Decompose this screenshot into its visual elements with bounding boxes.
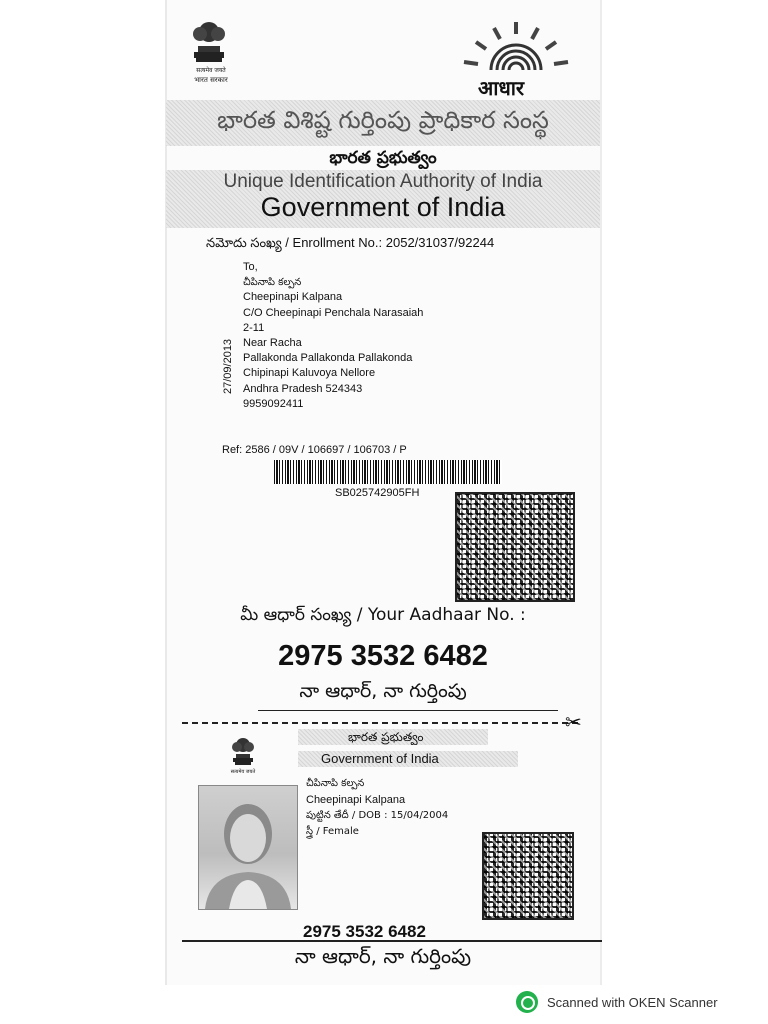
address-line: To, [243, 261, 258, 273]
holder-photo [198, 785, 298, 910]
aadhaar-number-label: మీ ఆధార్ సంఖ్య / Your Aadhaar No. : [240, 605, 526, 625]
reference-number: Ref: 2586 / 09V / 106697 / 106703 / P [222, 444, 407, 456]
scanner-watermark [516, 990, 764, 1014]
barcode [274, 460, 502, 484]
address-line: C/O Cheepinapi Penchala Narasaiah [243, 306, 424, 319]
oken-scanner-logo-icon [516, 991, 538, 1013]
barcode-text: SB025742905FH [335, 487, 420, 499]
scissors-icon: ✂ [565, 710, 582, 734]
card-dob: పుట్టిన తేదీ / DOB : 15/04/2004 [306, 810, 449, 821]
govt-english: Government of India [260, 192, 506, 222]
enrollment-number: 2052/31037/92244 [385, 235, 495, 250]
authority-english: Unique Identification Authority of India [223, 171, 543, 192]
address-line: Andhra Pradesh 524343 [243, 382, 363, 395]
aadhaar-logo [456, 20, 576, 98]
address-line: చీపినాపి కల్పన [243, 277, 302, 289]
card-name-telugu: చీపినాపి కల్పన [306, 778, 365, 789]
address-line: Cheepinapi Kalpana [243, 291, 343, 304]
qr-code [455, 492, 575, 602]
person-photo-icon [199, 786, 297, 909]
emblem-caption-bottom: भारत सरकार [194, 76, 228, 84]
cut-line [182, 722, 578, 724]
slogan-underline [258, 710, 558, 711]
address-line: Near Racha [243, 337, 302, 350]
address-line: 2-11 [243, 321, 265, 334]
card-govt-english: Government of India [321, 751, 439, 766]
emblem-caption-top: सत्यमेव जयते [196, 67, 226, 74]
enrollment-row [206, 235, 494, 254]
address-line: Chipinapi Kaluvoya Nellore [243, 367, 376, 380]
card-gender: స్త్రీ / Female [306, 826, 359, 837]
card-details [306, 776, 448, 840]
letter-date: 27/09/2013 [222, 338, 234, 394]
card-aadhaar-number: 2975 3532 6482 [303, 922, 426, 941]
card-slogan: నా ఆధార్, నా గుర్తింపు [294, 944, 472, 968]
card-emblem-caption: सत्यमेव जयते [230, 769, 256, 775]
address-line: 9959092411 [243, 397, 304, 410]
card-qr-code [482, 832, 574, 920]
aadhaar-number: 2975 3532 6482 [278, 640, 488, 672]
card-name-english: Cheepinapi Kalpana [306, 794, 406, 806]
card-divider [182, 940, 602, 942]
govt-telugu: భారత ప్రభుత్వం [329, 148, 437, 168]
address-line: Pallakonda Pallakonda Pallakonda [243, 352, 413, 365]
address-block [243, 260, 423, 412]
aadhaar-slogan: నా ఆధార్, నా గుర్తింపు [299, 680, 467, 702]
aadhaar-fingerprint-sun-icon [456, 20, 576, 76]
authority-telugu: భారత విశిష్ట గుర్తింపు ప్రాధికార సంస్థ [217, 106, 549, 134]
scanner-text: Scanned with OKEN Scanner [547, 994, 718, 1010]
card-govt-telugu: భారత ప్రభుత్వం [348, 730, 424, 744]
enrollment-label: నమోదు సంఖ్య / Enrollment No.: [206, 235, 383, 250]
aadhaar-logo-text: आधार [478, 76, 525, 100]
